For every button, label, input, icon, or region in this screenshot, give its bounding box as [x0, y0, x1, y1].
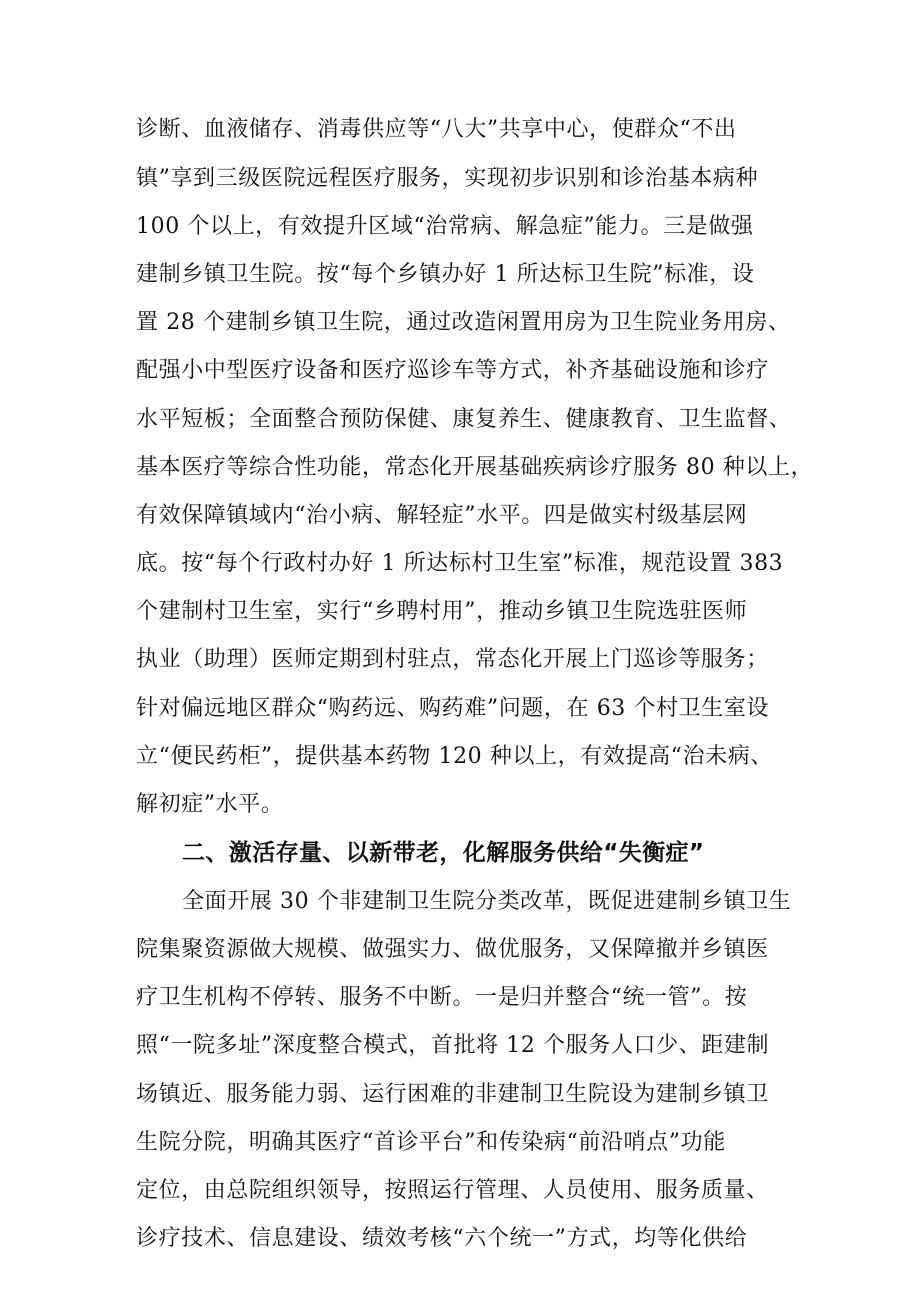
text-line: 院集聚资源做大规模、做强实力、做优服务，又保障撤并乡镇医	[136, 937, 769, 962]
text-line: 针对偏远地区群众“购药远、购药难”问题，在 63 个村卫生室设	[136, 696, 770, 721]
text-line: 解初症”水平。	[136, 792, 284, 817]
text-line: 定位，由总院组织领导，按照运行管理、人员使用、服务质量、	[136, 1178, 769, 1203]
text-line: 疗卫生机构不停转、服务不中断。一是归并整合“统一管”。按	[136, 985, 748, 1010]
text-line: 底。按“每个行政村办好 1 所达标村卫生室”标准，规范设置 383	[136, 551, 784, 576]
text-line: 水平短板；全面整合预防保健、康复养生、健康教育、卫生监督、	[136, 407, 792, 432]
text-line: 置 28 个建制乡镇卫生院，通过改造闲置用房为卫生院业务用房、	[136, 310, 791, 335]
text-line: 100 个以上，有效提升区域“治常病、解急症”能力。三是做强	[136, 214, 754, 239]
text-line: 立“便民药柜”，提供基本药物 120 种以上，有效提高“治未病、	[136, 744, 773, 769]
text-line: 基本医疗等综合性功能，常态化开展基础疾病诊疗服务 80 种以上，	[136, 455, 814, 480]
text-line: 诊断、血液储存、消毒供应等“八大”共享中心，使群众“不出	[136, 117, 737, 142]
text-line: 配强小中型医疗设备和医疗巡诊车等方式，补齐基础设施和诊疗	[136, 358, 769, 383]
text-line: 个建制村卫生室，实行“乡聘村用”，推动乡镇卫生院选驻医师	[136, 599, 748, 624]
text-line: 生院分院，明确其医疗“首诊平台”和传染病“前沿哨点”功能	[136, 1130, 726, 1155]
text-line: 镇”享到三级医院远程医疗服务，实现初步识别和诊治基本病种	[136, 166, 759, 191]
text-line: 建制乡镇卫生院。按“每个乡镇办好 1 所达标卫生院”标准，设	[136, 262, 755, 287]
text-line: 全面开展 30 个非建制卫生院分类改革，既促进建制乡镇卫生	[182, 889, 792, 914]
text-line: 照“一院多址”深度整合模式，首批将 12 个服务人口少、距建制	[136, 1033, 770, 1058]
text-line: 有效保障镇域内“治小病、解轻症”水平。四是做实村级基层网	[136, 503, 748, 528]
text-line: 诊疗技术、信息建设、绩效考核“六个统一”方式，均等化供给	[136, 1226, 748, 1251]
section-heading: 二、激活存量、以新带老，化解服务供给“失衡症”	[182, 840, 705, 866]
text-line: 场镇近、服务能力弱、运行困难的非建制卫生院设为建制乡镇卫	[136, 1082, 769, 1107]
text-line: 执业（助理）医师定期到村驻点，常态化开展上门巡诊等服务；	[136, 647, 769, 672]
